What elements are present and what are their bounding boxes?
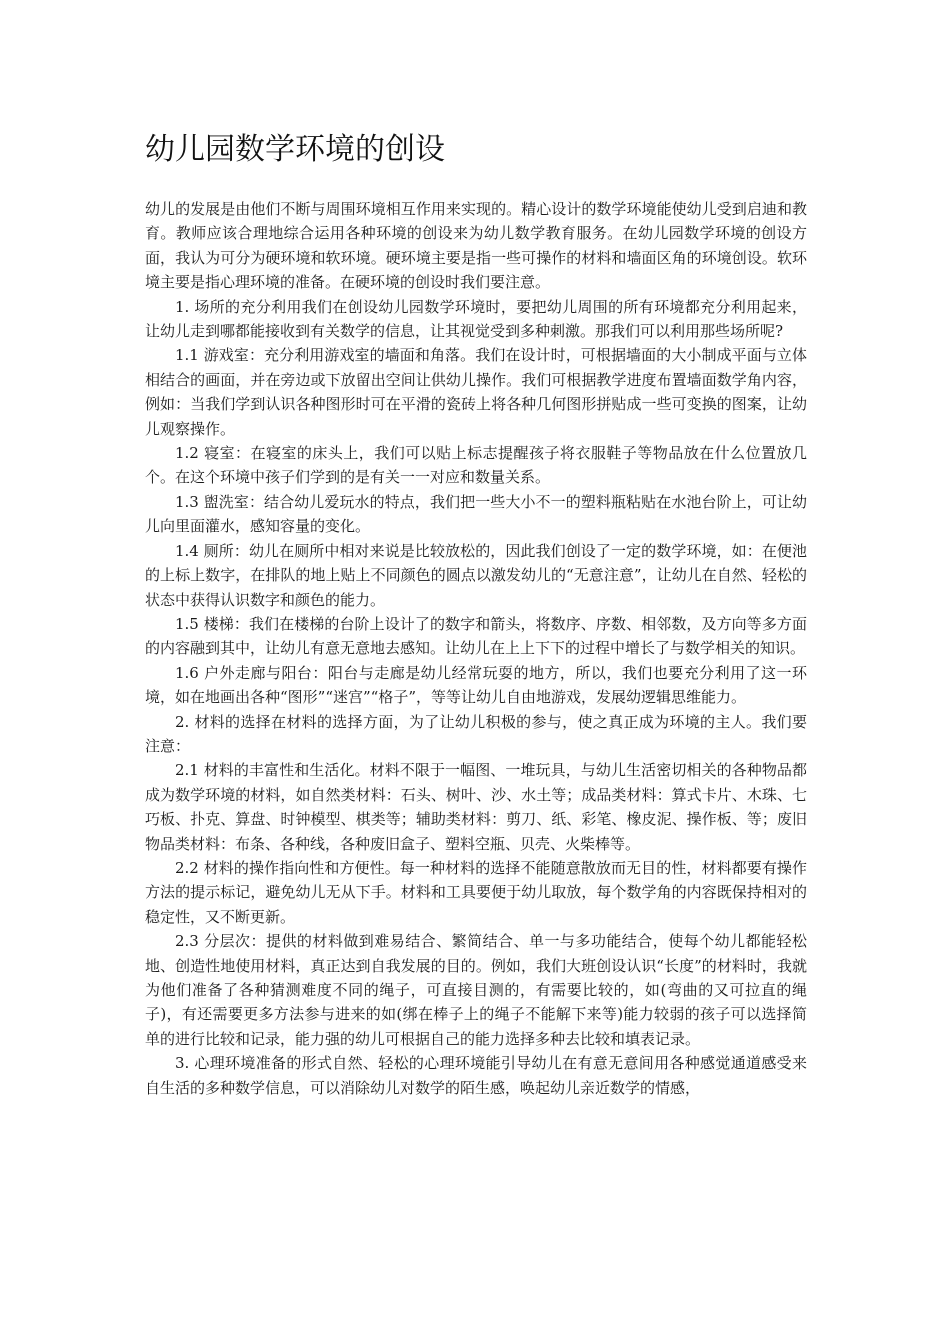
paragraph-section-2-2: 2.2 材料的操作指向性和方便性。每一种材料的选择不能随意散放而无目的性，材料都要有操作方法的提示标记，避免幼儿无从下手。材料和工具要便于幼儿取放，每个数学角的内容既保持相对的稳定性，又不断更新。 [145,858,807,926]
paragraph-section-2-1: 2.1 材料的丰富性和生活化。材料不限于一幅图、一堆玩具，与幼儿生活密切相关的各种物品都成为数学环境的材料，如自然类材料：石头、树叶、沙、水土等；成品类材料：算式卡片、木珠、七巧板、扑克、算盘、时钟模型、棋类等；辅助类材料：剪刀、纸、彩笔、橡皮泥、操作板、等；废旧物品类材料：布条、各种线，各种废旧盒子、塑料空瓶、贝壳、火柴棒等。 [145,761,807,853]
paragraph-section-1: 1. 场所的充分利用我们在创设幼儿园数学环境时，要把幼儿周围的所有环境都充分利用起来，让幼儿走到哪都能接收到有关数学的信息，让其视觉受到多种刺激。那我们可以利用那些场所呢? [145,297,807,341]
paragraph-intro: 幼儿的发展是由他们不断与周围环境相互作用来实现的。精心设计的数学环境能使幼儿受到启迪和教育。教师应该合理地综合运用各种环境的创设来为幼儿数学教育服务。在幼儿园数学环境的创设方面，我认为可分为硬环境和软环境。硬环境主要是指一些可操作的材料和墙面区角的环境创设。软环境主要是指心理环境的准备。在硬环境的创设时我们要注意。 [145,200,807,292]
paragraph-section-3: 3. 心理环境准备的形式自然、轻松的心理环境能引导幼儿在有意无意间用各种感觉通道感受来自生活的多种数学信息，可以消除幼儿对数学的陌生感，唤起幼儿亲近数学的情感， [145,1054,807,1097]
paragraph-section-1-1: 1.1 游戏室：充分利用游戏室的墙面和角落。我们在设计时，可根据墙面的大小制成平面与立体相结合的画面，并在旁边或下放留出空间让供幼儿操作。我们可根据教学进度布置墙面数学角内容，例如：当我们学到认识各种图形时可在平滑的瓷砖上将各种几何图形拼贴成一些可变换的图案，让幼儿观察操作。 [145,346,807,438]
paragraph-section-1-5: 1.5 楼梯：我们在楼梯的台阶上设计了的数字和箭头，将数序、序数、相邻数，及方向等多方面的内容融到其中，让幼儿有意无意地去感知。让幼儿在上上下下的过程中增长了与数学相关的知识。 [145,614,807,658]
paragraph-section-1-6: 1.6 户外走廊与阳台：阳台与走廊是幼儿经常玩耍的地方，所以，我们也要充分利用了这一环境，如在地画出各种“图形”“迷宫”“格子”，等等让幼儿自由地游戏，发展幼逻辑思维能力。 [145,663,807,707]
paragraph-section-2: 2. 材料的选择在材料的选择方面，为了让幼儿积极的参与，使之真正成为环境的主人。我们要注意： [145,712,807,755]
paragraph-section-1-2: 1.2 寝室：在寝室的床头上，我们可以贴上标志提醒孩子将衣服鞋子等物品放在什么位置放几个。在这个环境中孩子们学到的是有关一一对应和数量关系。 [145,444,807,487]
paragraph-section-1-4: 1.4 厕所：幼儿在厕所中相对来说是比较放松的，因此我们创设了一定的数学环境，如：在便池的上标上数字，在排队的地上贴上不同颜色的圆点以激发幼儿的“无意注意”，让幼儿在自然、轻松的状态中获得认识数字和颜色的能力。 [145,541,807,609]
paragraph-section-2-3: 2.3 分层次：提供的材料做到难易结合、繁简结合、单一与多功能结合，使每个幼儿都能轻松地、创造性地使用材料，真正达到自我发展的目的。例如，我们大班创设认识“长度”的材料时，我就为他们准备了各种猜测难度不同的绳子，可直接目测的，有需要比较的，如(弯曲的又可拉直的绳子)，有还需要更多方法参与进来的如(绑在棒子上的绳子不能解下来等)能力较弱的孩子可以选择简单的进行比较和记录，能力强的幼儿可根据自己的能力选择多种去比较和填表记录。 [145,932,807,1048]
paragraph-section-1-3: 1.3 盥洗室：结合幼儿爱玩水的特点，我们把一些大小不一的塑料瓶粘贴在水池台阶上，可让幼儿向里面灌水，感知容量的变化。 [145,492,807,536]
page-title: 幼儿园数学环境的创设 [145,132,445,167]
document-body [145,197,807,1100]
